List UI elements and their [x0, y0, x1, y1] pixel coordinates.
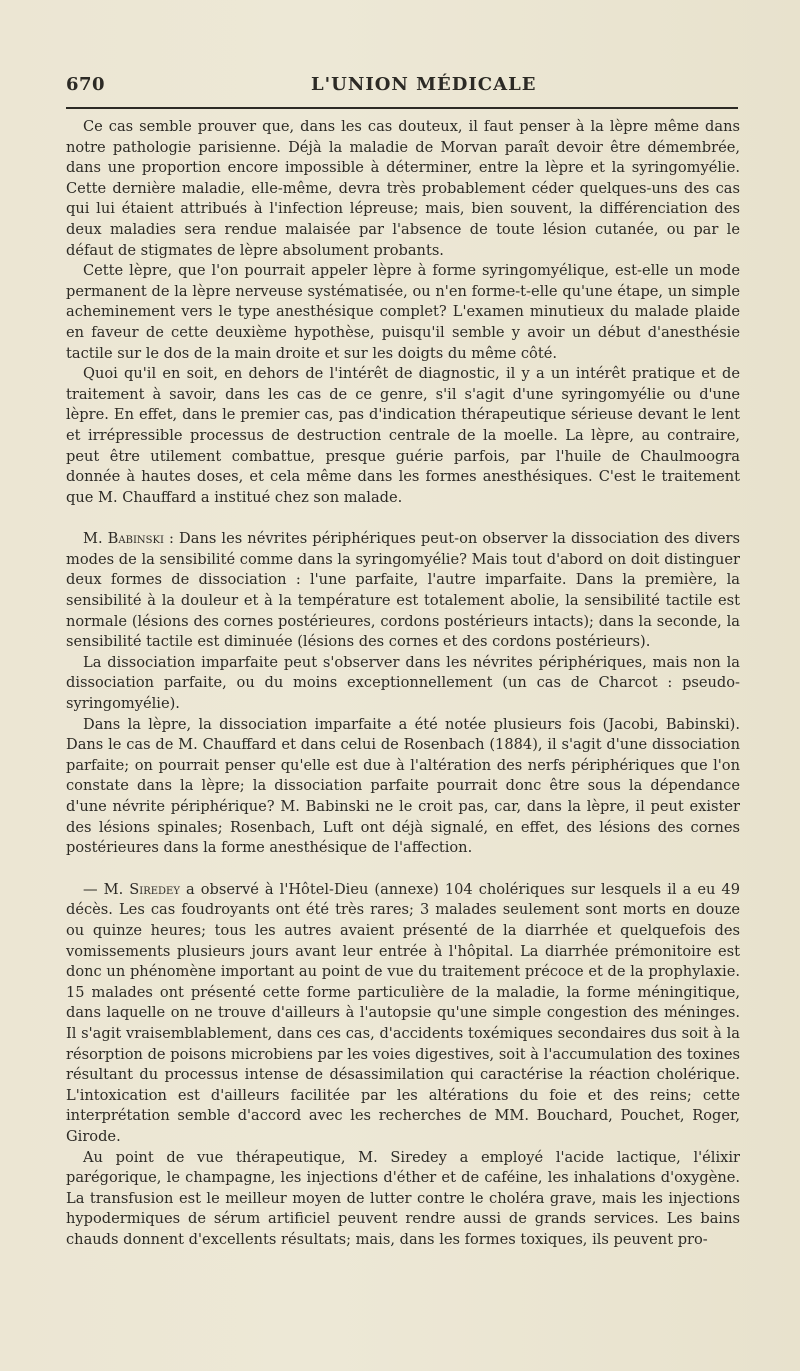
paragraph-text: Dans la lèpre, la dissociation imparfaite a été notée plusieurs fois (Jacobi, Babinski). Dans le cas de M. Chauffard et dans celui de Rosenbach (1884), il s'agit d'une dissociation parfaite; on pourrait penser qu'elle est due à l'altération des nerfs périphériques que l'on constate dans la lèpre; la dissociation parfaite pourrait donc être sous la dépendance d'une névrite périphérique? M. Babinski ne le croit pas, car, dans la lèpre, il peut exister des lésions spinales; Rosenbach, Luft ont déjà signalé, en effet, des lésions des cornes postérieures dans la forme anesthésique de l'affection. — [66, 715, 740, 857]
paragraph-text: La dissociation imparfaite peut s'observer dans les névrites périphériques, mais non la dissociation parfaite, ou du moins exceptionnellement (un cas de Charcot : pseudo-syringomyélie). — [66, 653, 740, 713]
paragraph-text: Cette lèpre, que l'on pourrait appeler lèpre à forme syringomyélique, est-elle un mode permanent de la lèpre nerveuse systématisée, ou n'en forme-t-elle qu'une étape, un simple acheminement vers le type anesthésique complet? L'examen minutieux du malade plaide en faveur de cette deuxième hypothèse, puisqu'il semble y avoir un début d'anesthésie tactile sur le dos de la main droite et sur les doigts du même côté. — [66, 262, 740, 362]
page-header — [66, 74, 738, 98]
paragraph-lead: — M. — [83, 880, 130, 898]
paragraph-lead: M. — [83, 530, 108, 548]
article-body — [66, 117, 740, 1250]
running-head: L'UNION MÉDICALE — [311, 74, 537, 95]
paragraph-text: a observé à l'Hôtel-Dieu (annexe) 104 cholériques sur lesquels il a eu 49 décès. Les cas foudroyants ont été très rares; 3 malades seulement sont morts en douze ou quinze heures; tous les autres avaient présenté de la diarrhée et quelquefois des vomissements plusieurs jours avant leur entrée à l'hôpital. La diarrhée prémonitoire est donc un phénomène important au point de vue du traitement précoce et de la prophylaxie. 15 malades ont présenté cette forme particulière de la maladie, la forme méningitique, dans laquelle on ne trouve d'ailleurs à l'autopsie qu'une simple congestion des méninges. Il s'agit vraisemblablement, dans ces cas, d'accidents toxémiques secondaires dus soit à la résorption de poisons microbiens par les voies digestives, soit à l'accumulation des toxines résultant du processus intense de désassimilation qui caractérise la réaction cholérique. L'intoxication est d'ailleurs facilitée par les altérations du foie et des reins; cette interprétation semble d'accord avec les recherches de MM. Bouchard, Pouchet, Roger, Girode. — [66, 880, 740, 1145]
paragraph-text: Au point de vue thérapeutique, M. Siredey a employé l'acide lactique, l'élixir parégorique, le champagne, les injections d'éther et de caféine, les inhalations d'oxygène. La transfusion est le meilleur moyen de lutter contre le choléra grave, mais les injections hypodermiques de sérum artificiel peuvent rendre aussi de grands services. Les bains chauds donnent d'excellents résultats; mais, dans les formes toxiques, ils peuvent pro- — [66, 1148, 740, 1248]
paragraph-1 — [66, 117, 740, 261]
paragraph-7 — [66, 880, 740, 1148]
paragraph-6 — [66, 715, 740, 859]
speaker-name: Siredey — [129, 880, 180, 898]
paragraph-5 — [66, 653, 740, 715]
paragraph-gap — [66, 859, 740, 880]
paragraph-gap — [66, 508, 740, 529]
paragraph-text: Ce cas semble prouver que, dans les cas douteux, il faut penser à la lèpre même dans notre pathologie parisienne. Déjà la maladie de Morvan paraît devoir être démembrée, dans une proportion encore impossible à déterminer, entre la lèpre et la syringomyélie. Cette dernière maladie, elle-même, devra très probablement céder quelques-uns des cas qui lui étaient attribués à l'infection lépreuse; mais, bien souvent, la différenciation des deux maladies sera rendue malaisée par l'absence de toute lésion cutanée, ou par le défaut de stigmates de lèpre absolument probants. — [66, 118, 740, 259]
speaker-name: Babinski — [107, 530, 164, 548]
paragraph-3 — [66, 364, 740, 508]
paragraph-text: : Dans les névrites périphériques peut-on observer la dissociation des divers modes de la sensibilité comme dans la syringomyélie? Mais tout d'abord on doit distinguer deux formes de dissociation : l'une parfaite, l'autre imparfaite. Dans la première, la sensibilité à la douleur et à la température est totalement abolie, la sensibilité tactile est normale (lésions des cornes postérieures, cordons postérieurs intacts); dans la seconde, la sensibilité tactile est diminuée (lésions des cornes et des cordons postérieurs). — [66, 530, 740, 651]
paragraph-2 — [66, 261, 740, 364]
paragraph-8 — [66, 1148, 740, 1251]
paragraph-4 — [66, 529, 740, 653]
page-number: 670 — [66, 74, 106, 95]
paragraph-text: Quoi qu'il en soit, en dehors de l'intérêt de diagnostic, il y a un intérêt pratique et de traitement à savoir, dans les cas de ce genre, s'il s'agit d'une syringomyélie ou d'une lèpre. En effet, dans le premier cas, pas d'indication thérapeutique sérieuse devant le lent et irrépressible processus de destruction centrale de la moelle. La lèpre, au contraire, peut être utilement combattue, presque guérie parfois, par l'huile de Chaulmoogra donnée à hautes doses, et cela même dans les formes anesthésiques. C'est le traitement que M. Chauffard a institué chez son malade. — [66, 365, 740, 506]
header-rule — [66, 107, 738, 109]
